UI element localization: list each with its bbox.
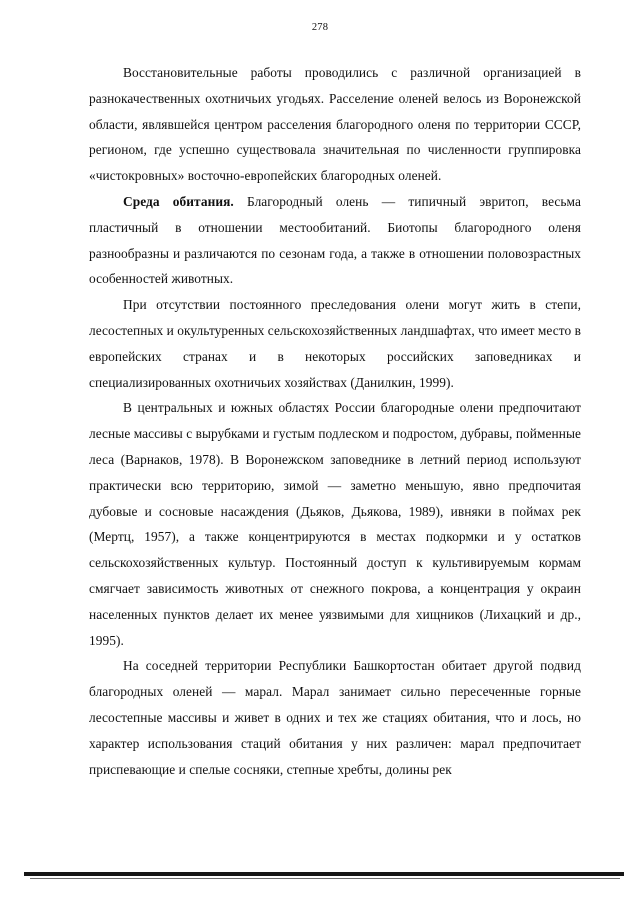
paragraph-5-text: На соседней территории Республики Башкортостан обитает другой подвид благородных оленей — марал. Марал занимает сильно пересеченные горные лесостепные массивы и живет в одних и тех же стациях обитания, что и лось, но характер использования стаций обитания у них различен: марал предпочитает приспевающие и спелые сосняки, степные хребты, долины рек <box>89 658 581 777</box>
section-heading-habitat: Среда обитания. <box>123 193 234 209</box>
bottom-scan-border <box>24 872 624 876</box>
paragraph-4-text: В центральных и южных областях России благородные олени предпочитают лесные массивы с вырубками и густым подлеском и подростом, дубравы, пойменные леса (Варнаков, 1978). В Воронежском заповеднике в летний период используют практически всю территорию, зимой — заметно меньшую, явно предпочитая дубовые и сосновые насаждения (Дьяков, Дьякова, 1989), ивняки в поймах рек (Мертц, 1957), а также концентрируются в местах подкормки и у остатков сельскохозяйственных культур. Постоянный доступ к культивируемым кормам смягчает зависимость животных от снежного покрова, а концентрация у окраин населенных пунктов делает их менее уязвимыми для хищников (Лихацкий и др., 1995). <box>89 400 581 648</box>
paragraph-5 <box>89 653 581 782</box>
paragraph-2-text: Благородный олень — типичный эвритоп, весьма пластичный в отношении местообитаний. Биотопы благородного оленя разнообразны и различаются по сезонам года, а также в отношении половозрастных особенностей животных. <box>89 193 581 287</box>
page-body <box>89 60 581 782</box>
page-number: 278 <box>311 22 329 33</box>
paragraph-1-text: Восстановительные работы проводились с различной организацией в разнокачественных охотничьих угодьях. Расселение оленей велось из Воронежской области, являвшейся центром расселения благородного оленя по территории СССР, регионом, где успешно существовала значительная по численности группировка «чистокровных» восточно-европейских благородных оленей. <box>89 65 581 184</box>
paragraph-1 <box>89 60 581 189</box>
paragraph-3 <box>89 292 581 395</box>
paragraph-4 <box>89 395 581 653</box>
paragraph-3-text: При отсутствии постоянного преследования олени могут жить в степи, лесостепных и окультуренных сельскохозяйственных ландшафтах, что имеет место в европейских странах и в некоторых российских заповедниках и специализированных охотничьих хозяйствах (Данилкин, 1999). <box>89 297 581 390</box>
bottom-scan-border-thin <box>30 878 620 879</box>
paragraph-2 <box>89 189 581 292</box>
